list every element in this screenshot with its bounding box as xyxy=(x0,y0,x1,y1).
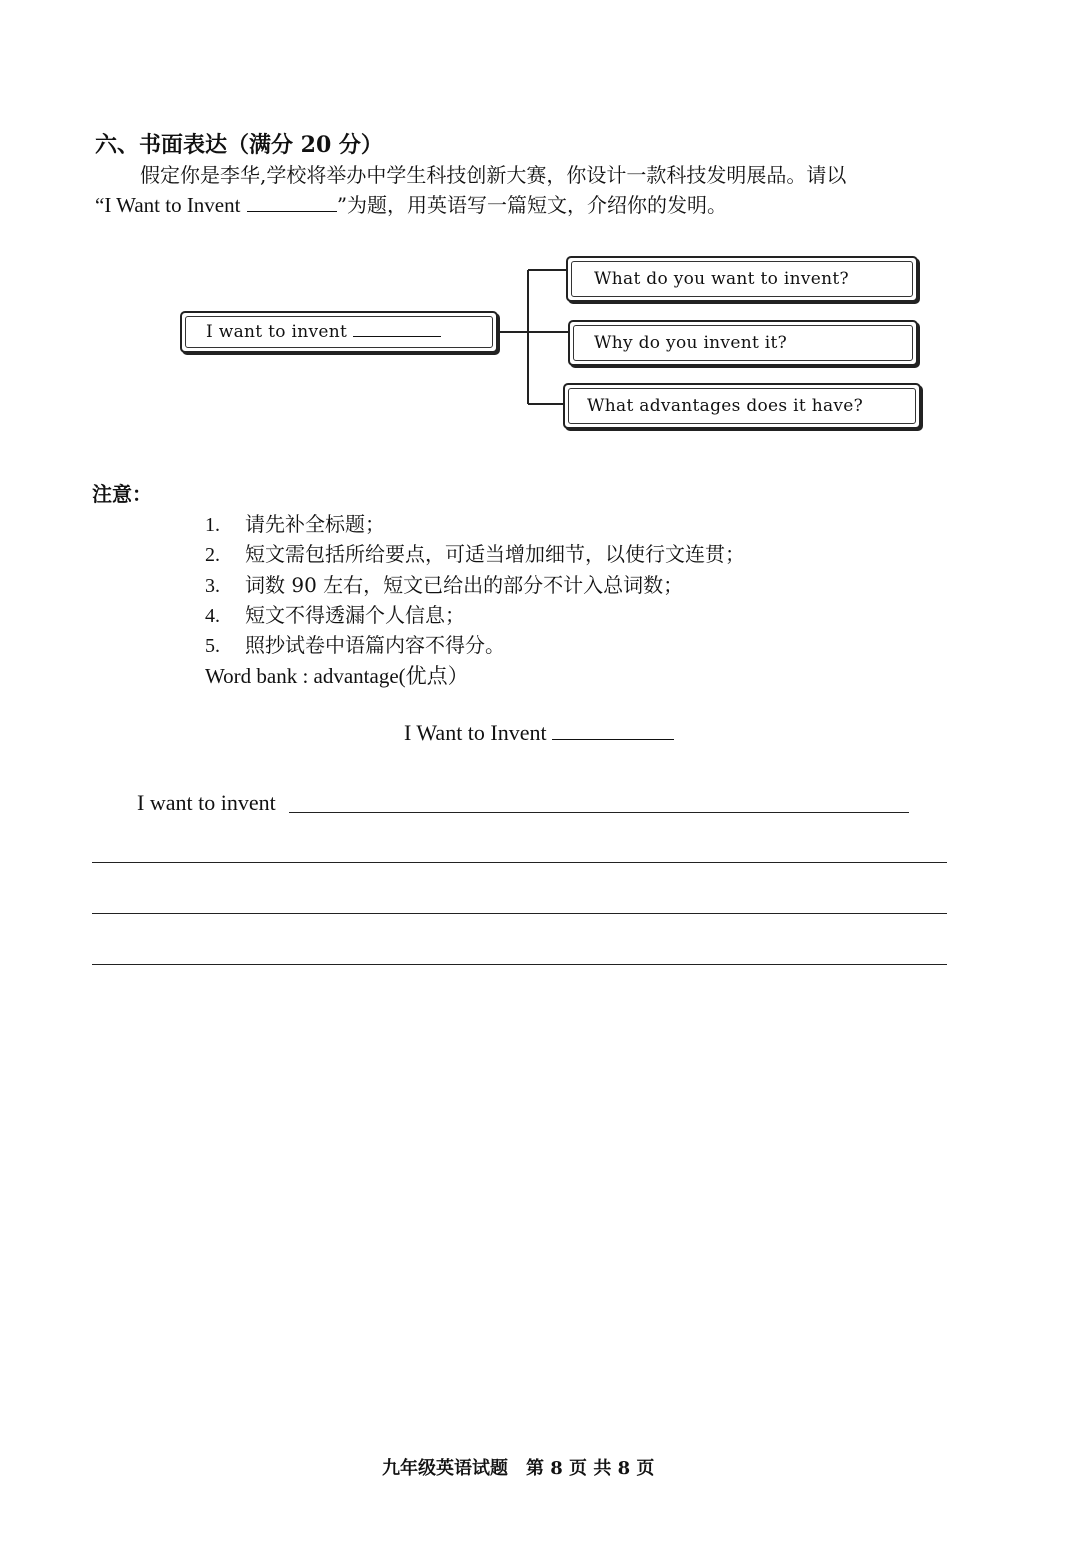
prompt-line-1: 假定你是李华,学校将举办中学生科技创新大赛，你设计一款科技发明展品。请以 xyxy=(140,163,847,187)
notes-label: 注意： xyxy=(92,482,152,506)
essay-title-text: I Want to Invent xyxy=(404,720,547,745)
prompt-title-quote: “I Want to Invent xyxy=(95,193,241,217)
essay-start-text: I want to invent xyxy=(137,790,276,815)
center-box-label: I want to invent xyxy=(206,322,441,342)
branch-box-2 xyxy=(568,320,918,366)
writing-line-2[interactable] xyxy=(92,862,947,863)
note-item-4: 4. 短文不得透漏个人信息； xyxy=(205,603,465,627)
writing-line-3[interactable] xyxy=(92,913,947,914)
note-item-2: 2. 短文需包括所给要点，可适当增加细节，以使行文连贯； xyxy=(205,542,745,566)
word-bank: Word bank : advantage(优点） xyxy=(205,664,469,688)
branch-box-2-label: Why do you invent it? xyxy=(594,333,788,353)
page-footer: 九年级英语试题 第 8 页 共 8 页 xyxy=(382,1458,655,1479)
writing-line-4[interactable] xyxy=(92,964,947,965)
branch-box-3 xyxy=(563,383,921,429)
writing-line-1[interactable] xyxy=(289,812,909,813)
essay-title xyxy=(404,720,674,746)
essay-title-blank[interactable] xyxy=(552,739,674,740)
branch-box-1-label: What do you want to invent? xyxy=(594,269,849,289)
prompt-line-2-rest: ”为题，用英语写一篇短文，介绍你的发明。 xyxy=(336,193,728,217)
section-title: 六、书面表达（满分 20 分） xyxy=(95,132,383,158)
branch-box-1 xyxy=(566,256,918,302)
branch-box-3-label: What advantages does it have? xyxy=(587,396,864,416)
note-item-1: 1. 请先补全标题； xyxy=(205,512,385,536)
note-item-5: 5. 照抄试卷中语篇内容不得分。 xyxy=(205,633,505,657)
essay-first-line xyxy=(137,790,276,816)
note-item-3: 3. 词数 90 左右，短文已给出的部分不计入总词数； xyxy=(205,573,684,597)
